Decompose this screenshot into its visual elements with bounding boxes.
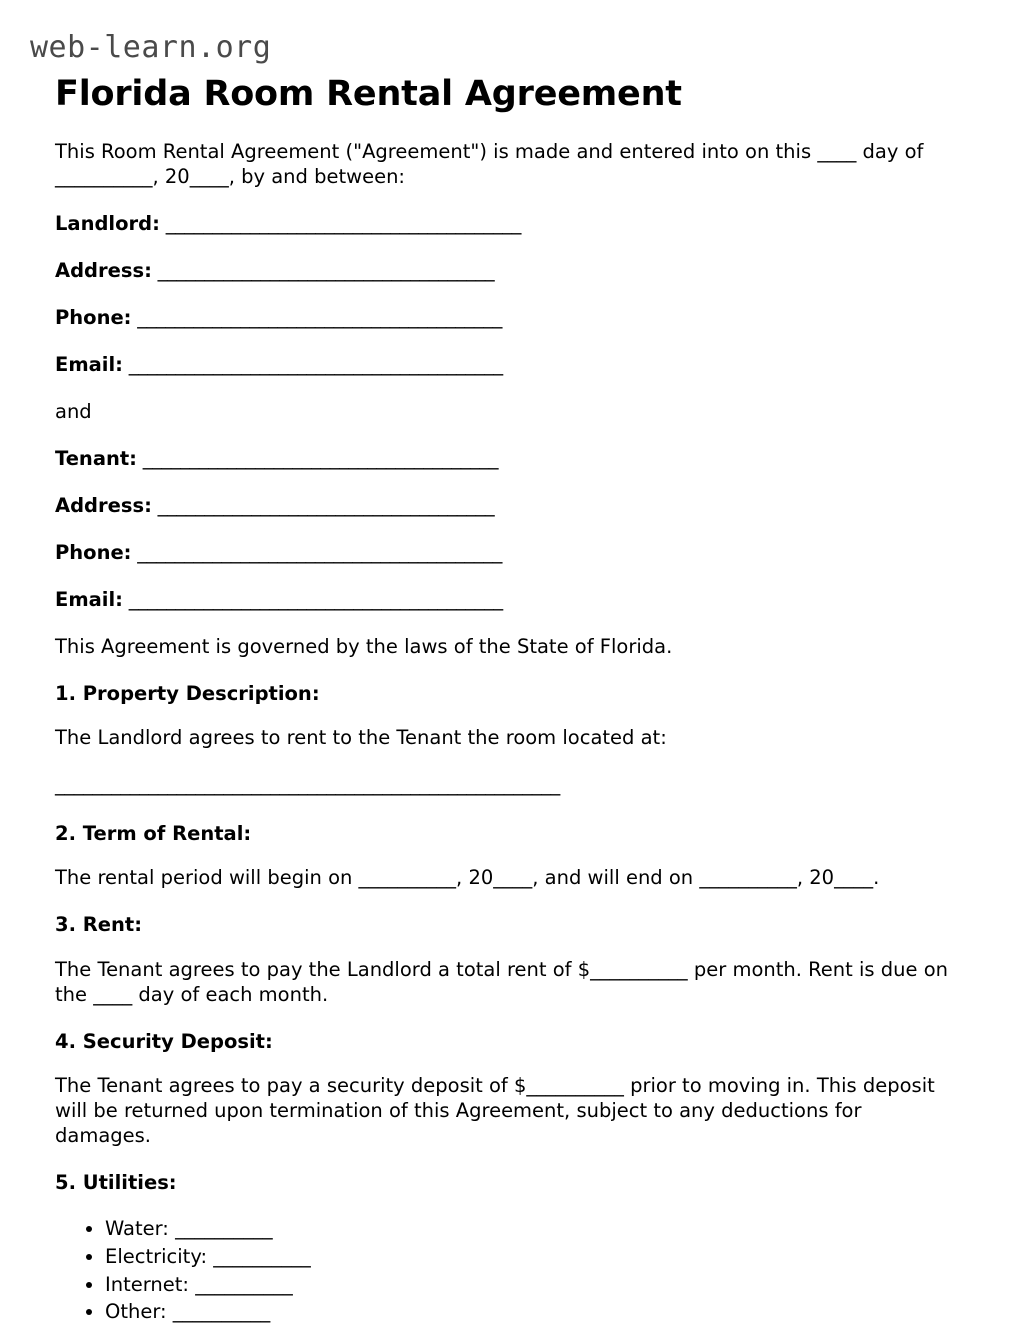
tenant-email-blank[interactable]: ________________________________________ (122, 587, 503, 611)
property-description-body: The Landlord agrees to rent to the Tenant the room located at: (55, 726, 667, 750)
landlord-name-label: Landlord: (55, 212, 160, 236)
rent-body: The Tenant agrees to pay the Landlord a total rent of $__________ per month. Rent is due on the ____ day of each month. (55, 957, 949, 1006)
tenant-phone-field (55, 541, 955, 566)
intro-paragraph: This Room Rental Agreement ("Agreement") is made and entered into on this ____ day of __________, 20____, by and between: (55, 140, 924, 189)
tenant-email-label: Email: (55, 587, 123, 611)
tenant-address-label: Address: (55, 493, 152, 517)
landlord-phone-field (55, 306, 955, 331)
landlord-email-blank[interactable]: ________________________________________ (122, 353, 503, 377)
and-connector: and (55, 399, 92, 423)
list-item[interactable]: • Electricity: __________ (105, 1243, 955, 1271)
tenant-phone-label: Phone: (55, 540, 132, 564)
document-body (55, 74, 955, 1326)
landlord-email-label: Email: (55, 353, 123, 377)
property-address-blank[interactable]: ______________________________________________________ (55, 773, 560, 797)
governing-law-paragraph: This Agreement is governed by the laws of the State of Florida. (55, 634, 673, 658)
list-item[interactable]: • Water: __________ (105, 1215, 955, 1243)
landlord-email-field (55, 353, 955, 378)
tenant-name-blank[interactable]: ______________________________________ (136, 446, 499, 470)
term-of-rental-body: The rental period will begin on __________, 20____, and will end on __________, 20____. (55, 866, 880, 890)
tenant-name-field (55, 447, 955, 472)
landlord-name-blank[interactable]: ______________________________________ (159, 212, 521, 236)
utilities-list (55, 1215, 955, 1326)
section-heading-utilities: 5. Utilities: (55, 1170, 177, 1194)
section-heading-rent: 3. Rent: (55, 913, 143, 937)
landlord-phone-blank[interactable]: _______________________________________ (131, 306, 502, 330)
tenant-email-field (55, 588, 955, 613)
landlord-phone-label: Phone: (55, 306, 132, 330)
site-watermark: web-learn.org (30, 30, 272, 65)
tenant-phone-blank[interactable]: _______________________________________ (131, 540, 502, 564)
section-heading-property-description: 1. Property Description: (55, 681, 320, 705)
section-heading-security-deposit: 4. Security Deposit: (55, 1029, 273, 1053)
list-item[interactable]: • Internet: __________ (105, 1271, 955, 1299)
page-title: Florida Room Rental Agreement (55, 74, 682, 114)
landlord-name-field (55, 212, 955, 237)
landlord-address-label: Address: (55, 259, 152, 283)
tenant-address-field (55, 494, 955, 519)
landlord-address-field (55, 259, 955, 284)
landlord-address-blank[interactable]: ____________________________________ (151, 259, 495, 283)
section-heading-term-of-rental: 2. Term of Rental: (55, 821, 252, 845)
list-item[interactable]: • Other: __________ (105, 1298, 955, 1326)
security-deposit-body: The Tenant agrees to pay a security deposit of $__________ prior to moving in. This deposit will be returned upon termination of this Agreement, subject to any deductions for damages. (55, 1073, 935, 1147)
tenant-name-label: Tenant: (55, 446, 137, 470)
tenant-address-blank[interactable]: ____________________________________ (151, 493, 495, 517)
